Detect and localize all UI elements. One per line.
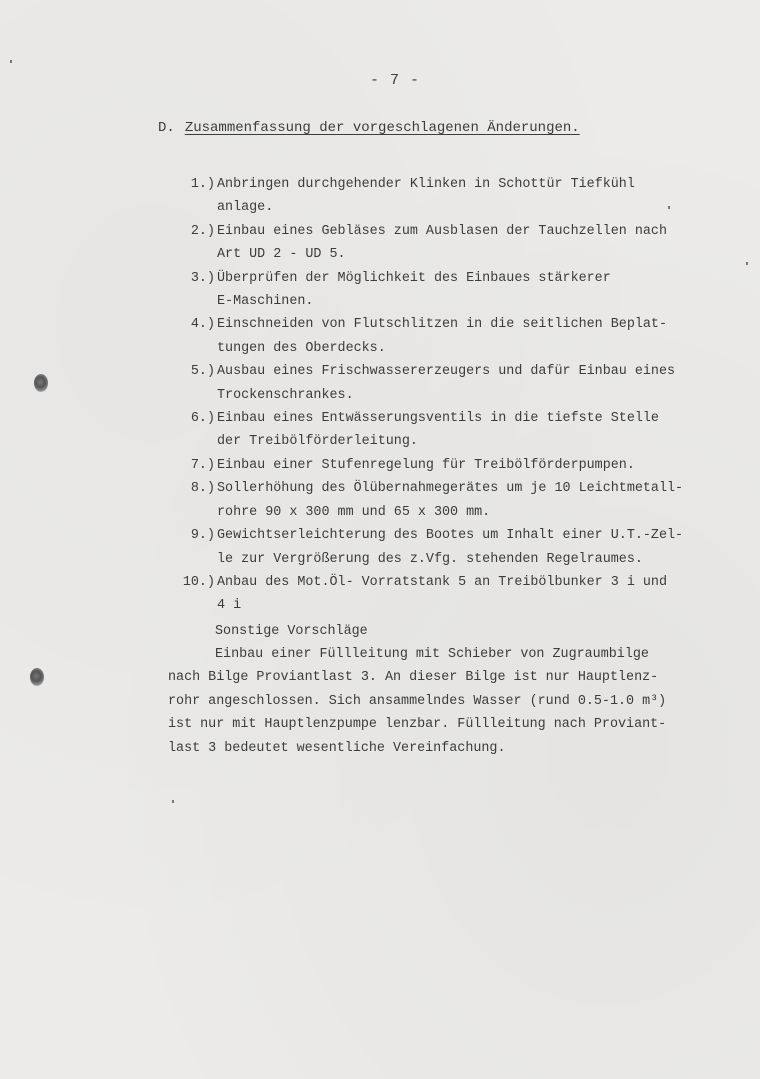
item-number: 1.) bbox=[190, 177, 215, 192]
list-item bbox=[168, 477, 758, 524]
item-number: 2.) bbox=[190, 223, 215, 239]
punch-hole-lower bbox=[30, 668, 44, 686]
punch-hole-upper bbox=[34, 374, 48, 392]
item-text: E-Maschinen. bbox=[217, 294, 314, 310]
paragraph-line: Einbau einer Füllleitung mit Schieber von Zugraumbilge bbox=[215, 647, 649, 662]
item-number: 9.) bbox=[190, 528, 215, 544]
list-item bbox=[168, 360, 758, 407]
item-text: anlage. bbox=[217, 200, 274, 216]
list-item bbox=[168, 454, 758, 477]
paragraph-line: nach Bilge Proviantlast 3. An dieser Bilge ist nur Hauptlenz- bbox=[168, 670, 659, 686]
item-number: 6.) bbox=[190, 411, 215, 427]
item-text: rohre 90 x 300 mm und 65 x 300 mm. bbox=[217, 504, 491, 520]
item-text: Gewichtserleichterung des Bootes um Inhalt einer U.T.-Zel- bbox=[217, 528, 684, 544]
item-text: Sollerhöhung des Ölübernahmegerätes um je 10 Leichtmetall- bbox=[217, 481, 684, 497]
section-title: Zusammenfassung der vorgeschlagenen Änderungen. bbox=[184, 120, 580, 136]
section-label: D. bbox=[158, 120, 175, 136]
list-item bbox=[168, 220, 758, 267]
item-number: 4.) bbox=[190, 317, 215, 333]
paragraph-line: last 3 bedeutet wesentliche Vereinfachung. bbox=[168, 740, 506, 756]
item-text: tungen des Oberdecks. bbox=[217, 340, 386, 356]
item-text: Einbau eines Entwässerungsventils in die tiefste Stelle bbox=[217, 411, 659, 427]
item-number: 3.) bbox=[190, 270, 215, 286]
other-proposals-paragraph bbox=[168, 643, 760, 760]
proposal-list bbox=[168, 173, 758, 618]
paragraph-line: ist nur mit Hauptlenzpumpe lenzbar. Füllleitung nach Proviant- bbox=[168, 717, 667, 733]
list-item bbox=[168, 524, 758, 571]
list-item bbox=[168, 407, 758, 454]
item-number: 10.) bbox=[182, 574, 215, 590]
page-number: - 7 - bbox=[369, 72, 420, 89]
item-text: 4 i bbox=[217, 598, 242, 614]
item-text: Trockenschrankes. bbox=[217, 387, 354, 403]
other-proposals-heading: Sonstige Vorschläge bbox=[215, 624, 368, 639]
item-text: Einschneiden von Flutschlitzen in die seitlichen Beplat- bbox=[217, 317, 667, 333]
item-text: Art UD 2 - UD 5. bbox=[217, 247, 346, 263]
list-item bbox=[168, 173, 758, 220]
item-text: Einbau eines Gebläses zum Ausblasen der Tauchzellen nach bbox=[217, 223, 667, 239]
list-item bbox=[168, 313, 758, 360]
item-text: Überprüfen der Möglichkeit des Einbaues stärkerer bbox=[217, 270, 611, 286]
item-number: 7.) bbox=[190, 457, 215, 473]
item-text: der Treibölförderleitung. bbox=[217, 434, 418, 450]
paragraph-line: rohr angeschlossen. Sich ansammelndes Wasser (rund 0.5-1.0 m³) bbox=[168, 693, 667, 709]
item-text: Ausbau eines Frischwassererzeugers und dafür Einbau eines bbox=[217, 364, 676, 380]
section-heading bbox=[158, 120, 580, 136]
speck bbox=[10, 60, 12, 63]
item-number: 5.) bbox=[190, 364, 215, 380]
list-item bbox=[168, 267, 758, 314]
speck bbox=[172, 800, 174, 803]
item-text: Anbau des Mot.Öl- Vorratstank 5 an Treibölbunker 3 i und bbox=[217, 574, 667, 590]
list-item bbox=[168, 571, 758, 618]
item-text: Anbringen durchgehender Klinken in Schottür Tiefkühl bbox=[217, 177, 635, 192]
item-text: le zur Vergrößerung des z.Vfg. stehenden Regelraumes. bbox=[217, 551, 643, 567]
item-text: Einbau einer Stufenregelung für Treibölförderpumpen. bbox=[217, 457, 635, 473]
item-number: 8.) bbox=[190, 481, 215, 497]
